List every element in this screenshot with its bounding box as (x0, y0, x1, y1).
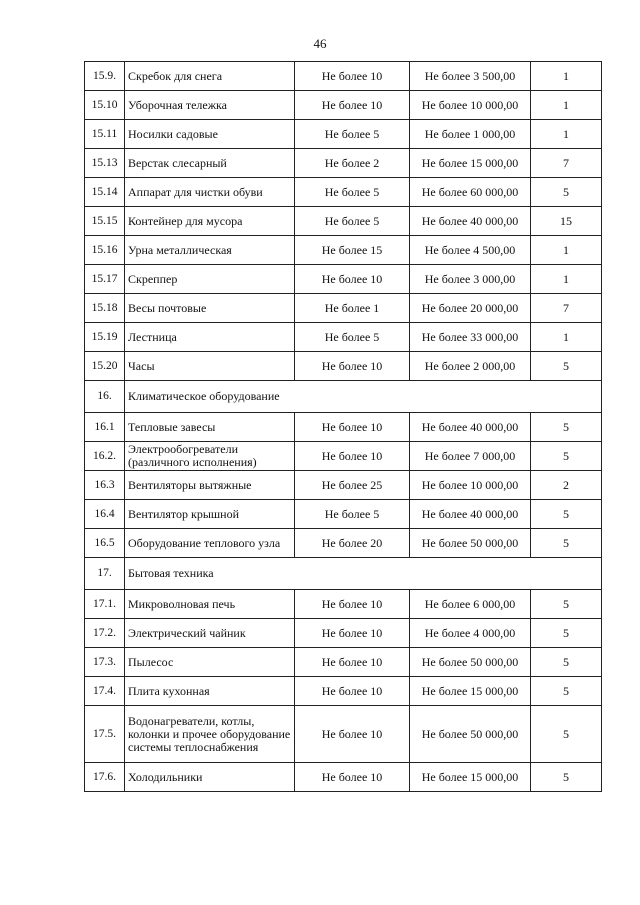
item-price: Не более 10 000,00 (410, 91, 531, 120)
item-service-years: 1 (531, 120, 602, 149)
item-price: Не более 15 000,00 (410, 677, 531, 706)
row-number: 17.3. (85, 648, 125, 677)
row-number: 15.13 (85, 149, 125, 178)
item-quantity: Не более 25 (295, 471, 410, 500)
row-number: 17.2. (85, 619, 125, 648)
row-number: 17.4. (85, 677, 125, 706)
item-price: Не более 1 000,00 (410, 120, 531, 149)
row-number: 15.18 (85, 294, 125, 323)
table-row (85, 294, 602, 323)
item-name: Вентиляторы вытяжные (125, 471, 295, 500)
item-service-years: 5 (531, 442, 602, 471)
table-row (85, 677, 602, 706)
item-name: Вентилятор крышной (125, 500, 295, 529)
row-number: 17.6. (85, 763, 125, 792)
item-price: Не более 15 000,00 (410, 149, 531, 178)
table-body (85, 62, 602, 792)
item-service-years: 1 (531, 265, 602, 294)
item-name: Верстак слесарный (125, 149, 295, 178)
table-row (85, 706, 602, 763)
item-service-years: 5 (531, 677, 602, 706)
item-service-years: 7 (531, 294, 602, 323)
item-quantity: Не более 10 (295, 62, 410, 91)
table-row (85, 352, 602, 381)
item-price: Не более 20 000,00 (410, 294, 531, 323)
item-service-years: 5 (531, 178, 602, 207)
item-service-years: 5 (531, 590, 602, 619)
item-quantity: Не более 5 (295, 323, 410, 352)
item-quantity: Не более 10 (295, 619, 410, 648)
table-row (85, 529, 602, 558)
item-name: Плита кухонная (125, 677, 295, 706)
item-service-years: 5 (531, 500, 602, 529)
item-service-years: 15 (531, 207, 602, 236)
equipment-table (84, 61, 602, 792)
item-service-years: 7 (531, 149, 602, 178)
item-quantity: Не более 5 (295, 207, 410, 236)
item-service-years: 5 (531, 763, 602, 792)
item-quantity: Не более 5 (295, 178, 410, 207)
item-name: Лестница (125, 323, 295, 352)
table-row (85, 149, 602, 178)
item-service-years: 5 (531, 413, 602, 442)
section-title: Климатическое оборудование (125, 381, 602, 413)
item-price: Не более 50 000,00 (410, 529, 531, 558)
item-service-years: 1 (531, 62, 602, 91)
row-number: 15.20 (85, 352, 125, 381)
item-price: Не более 7 000,00 (410, 442, 531, 471)
row-number: 15.14 (85, 178, 125, 207)
item-name: Водонагреватели, котлы, колонки и прочее оборудование системы теплоснабжения (125, 706, 295, 763)
item-quantity: Не более 5 (295, 120, 410, 149)
table-row (85, 236, 602, 265)
item-quantity: Не более 15 (295, 236, 410, 265)
row-number: 16.3 (85, 471, 125, 500)
item-name: Носилки садовые (125, 120, 295, 149)
item-service-years: 5 (531, 648, 602, 677)
item-quantity: Не более 1 (295, 294, 410, 323)
item-service-years: 5 (531, 706, 602, 763)
table-row (85, 207, 602, 236)
table-row (85, 91, 602, 120)
item-name: Контейнер для мусора (125, 207, 295, 236)
item-name: Скребок для снега (125, 62, 295, 91)
item-price: Не более 40 000,00 (410, 207, 531, 236)
item-quantity: Не более 10 (295, 91, 410, 120)
table-row (85, 265, 602, 294)
item-name: Скреппер (125, 265, 295, 294)
row-number: 15.16 (85, 236, 125, 265)
item-service-years: 5 (531, 619, 602, 648)
table-row (85, 442, 602, 471)
item-quantity: Не более 10 (295, 763, 410, 792)
row-number: 17.5. (85, 706, 125, 763)
item-quantity: Не более 20 (295, 529, 410, 558)
item-quantity: Не более 5 (295, 500, 410, 529)
item-quantity: Не более 2 (295, 149, 410, 178)
table-row (85, 178, 602, 207)
row-number: 15.17 (85, 265, 125, 294)
item-price: Не более 3 500,00 (410, 62, 531, 91)
item-name: Электрический чайник (125, 619, 295, 648)
table-row (85, 648, 602, 677)
table-row (85, 763, 602, 792)
item-price: Не более 2 000,00 (410, 352, 531, 381)
item-price: Не более 50 000,00 (410, 648, 531, 677)
item-price: Не более 40 000,00 (410, 500, 531, 529)
item-price: Не более 10 000,00 (410, 471, 531, 500)
table-row (85, 413, 602, 442)
row-number: 16.5 (85, 529, 125, 558)
row-number: 16.1 (85, 413, 125, 442)
row-number: 17. (85, 558, 125, 590)
row-number: 15.15 (85, 207, 125, 236)
item-name: Микроволновая печь (125, 590, 295, 619)
table-row (85, 619, 602, 648)
table-row (85, 62, 602, 91)
item-price: Не более 4 500,00 (410, 236, 531, 265)
item-price: Не более 6 000,00 (410, 590, 531, 619)
item-name: Урна металлическая (125, 236, 295, 265)
item-name: Тепловые завесы (125, 413, 295, 442)
table-row (85, 120, 602, 149)
item-service-years: 1 (531, 236, 602, 265)
row-number: 15.19 (85, 323, 125, 352)
page-number: 46 (313, 36, 327, 51)
row-number: 16.4 (85, 500, 125, 529)
item-quantity: Не более 10 (295, 352, 410, 381)
item-quantity: Не более 10 (295, 677, 410, 706)
table-row (85, 500, 602, 529)
item-service-years: 1 (531, 91, 602, 120)
section-title: Бытовая техника (125, 558, 602, 590)
row-number: 15.9. (85, 62, 125, 91)
row-number: 16.2. (85, 442, 125, 471)
table-row (85, 471, 602, 500)
item-name: Электрообогреватели (различного исполнения) (125, 442, 295, 471)
item-name: Часы (125, 352, 295, 381)
row-number: 15.11 (85, 120, 125, 149)
item-quantity: Не более 10 (295, 265, 410, 294)
row-number: 15.10 (85, 91, 125, 120)
item-quantity: Не более 10 (295, 706, 410, 763)
item-service-years: 2 (531, 471, 602, 500)
item-price: Не более 50 000,00 (410, 706, 531, 763)
item-quantity: Не более 10 (295, 413, 410, 442)
item-name: Уборочная тележка (125, 91, 295, 120)
item-service-years: 5 (531, 352, 602, 381)
section-row (85, 558, 602, 590)
item-price: Не более 4 000,00 (410, 619, 531, 648)
item-service-years: 1 (531, 323, 602, 352)
item-price: Не более 3 000,00 (410, 265, 531, 294)
item-name: Аппарат для чистки обуви (125, 178, 295, 207)
item-price: Не более 60 000,00 (410, 178, 531, 207)
section-row (85, 381, 602, 413)
item-name: Пылесос (125, 648, 295, 677)
item-price: Не более 40 000,00 (410, 413, 531, 442)
item-service-years: 5 (531, 529, 602, 558)
item-quantity: Не более 10 (295, 590, 410, 619)
row-number: 16. (85, 381, 125, 413)
item-name: Оборудование теплового узла (125, 529, 295, 558)
item-quantity: Не более 10 (295, 442, 410, 471)
table-row (85, 323, 602, 352)
item-price: Не более 15 000,00 (410, 763, 531, 792)
row-number: 17.1. (85, 590, 125, 619)
item-quantity: Не более 10 (295, 648, 410, 677)
table-row (85, 590, 602, 619)
item-name: Весы почтовые (125, 294, 295, 323)
item-name: Холодильники (125, 763, 295, 792)
item-price: Не более 33 000,00 (410, 323, 531, 352)
